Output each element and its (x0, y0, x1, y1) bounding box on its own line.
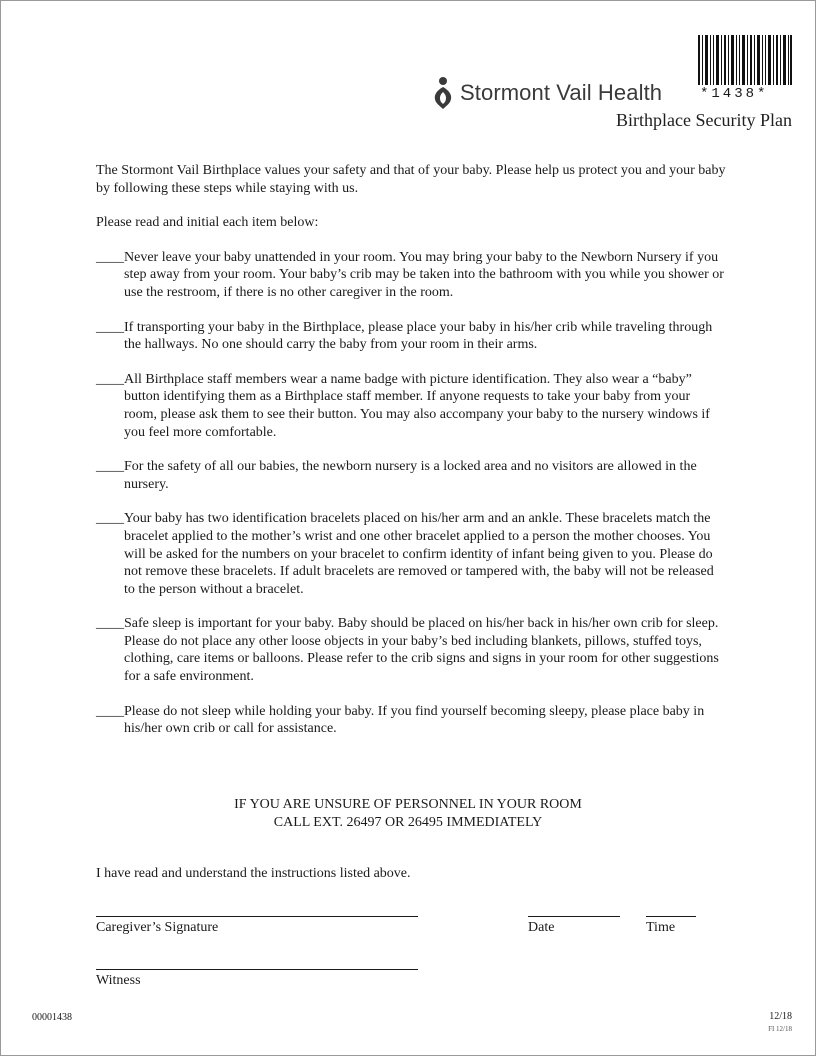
intro-paragraph: The Stormont Vail Birthplace values your safety and that of your baby. Please help us protect you and your baby by following these steps while staying with us. (96, 163, 726, 196)
stormont-vail-logo (430, 76, 662, 110)
checklist-item-text: For the safety of all our babies, the newborn nursery is a locked area and no visitors are allowed in the nursery. (124, 459, 697, 492)
date-label: Date (528, 920, 555, 935)
form-body (96, 162, 726, 755)
checklist-item (96, 615, 726, 685)
notice-line-1: IF YOU ARE UNSURE OF PERSONNEL IN YOUR ROOM (234, 797, 582, 812)
revision-date: 12/18 (769, 1011, 792, 1022)
time-label: Time (646, 920, 676, 935)
caregiver-signature-label: Caregiver’s Signature (96, 920, 219, 935)
barcode (698, 35, 792, 85)
form-title: Birthplace Security Plan (616, 110, 792, 130)
checklist-item-text: All Birthplace staff members wear a name badge with picture identification. They also wear a “baby” button identifying them as a Birthplace staff member. If anyone requests to take your baby from your room, please ask them to see their button. You may also accompany your baby to the nursery windows if you feel more comfortable. (124, 371, 710, 440)
date-line[interactable] (528, 902, 620, 917)
form-number: 00001438 (32, 1012, 72, 1023)
personnel-notice (96, 796, 720, 831)
instruction-text: Please read and initial each item below: (96, 215, 319, 231)
initial-blank[interactable]: ____ (96, 459, 124, 475)
acknowledgement-text: I have read and understand the instructions listed above. (96, 866, 411, 881)
initial-blank[interactable]: ____ (96, 319, 124, 335)
time-line[interactable] (646, 902, 696, 917)
initial-blank[interactable]: ____ (96, 249, 124, 265)
logo-text: Stormont Vail Health (460, 80, 663, 105)
checklist-item (96, 249, 726, 302)
witness-signature-line[interactable] (96, 955, 418, 970)
notice-line-2: CALL EXT. 26497 OR 26495 IMMEDIATELY (273, 814, 543, 830)
checklist-item-text: If transporting your baby in the Birthplace, please place your baby in his/her crib while traveling through the hallways. No one should carry the baby from your room in their arms. (124, 319, 713, 353)
barcode-number: *1438* (700, 86, 769, 102)
initial-blank[interactable]: ____ (96, 511, 124, 527)
checklist-item (96, 458, 726, 493)
checklist-item-text: Your baby has two identification bracelets placed on his/her arm and an ankle. These bracelets match the bracelet applied to the mother’s wrist and one other bracelet applied to a person the mother chooses. You will be asked for the numbers on your bracelet to confirm identity of infant being given to you. Please do not remove these bracelets. If adult bracelets are removed or tampered with, the baby will not be released to the person without a bracelet. (124, 511, 714, 597)
checklist-item (96, 510, 726, 598)
logo-mark-icon (430, 76, 456, 110)
checklist-item-text: Never leave your baby unattended in your room. You may bring your baby to the Newborn Nursery if you step away from your room. Your baby’s crib may be taken into the bathroom with you while you shower or use the restroom, if there is no other caregiver in the room. (124, 249, 724, 300)
checklist-item (96, 371, 726, 441)
checklist-item (96, 703, 726, 738)
initial-blank[interactable]: ____ (96, 703, 124, 719)
initial-blank[interactable]: ____ (96, 371, 124, 387)
revision-code: FI 12/18 (768, 1025, 792, 1033)
caregiver-signature-line[interactable] (96, 902, 418, 917)
witness-label: Witness (96, 973, 141, 988)
checklist-item-text: Please do not sleep while holding your baby. If you find yourself becoming sleepy, please place baby in his/her own crib or call for assistance. (124, 703, 705, 737)
checklist-item (96, 319, 726, 354)
checklist-item-text: Safe sleep is important for your baby. Baby should be placed on his/her back in his/her own crib for sleep. Please do not place any other loose objects in your baby’s bed including blankets, pillows, stuffed toys, clothing, care items or balloons. Please refer to the crib signs and signs in your room for other suggestions for a safe environment. (124, 616, 719, 685)
initial-blank[interactable]: ____ (96, 616, 124, 632)
